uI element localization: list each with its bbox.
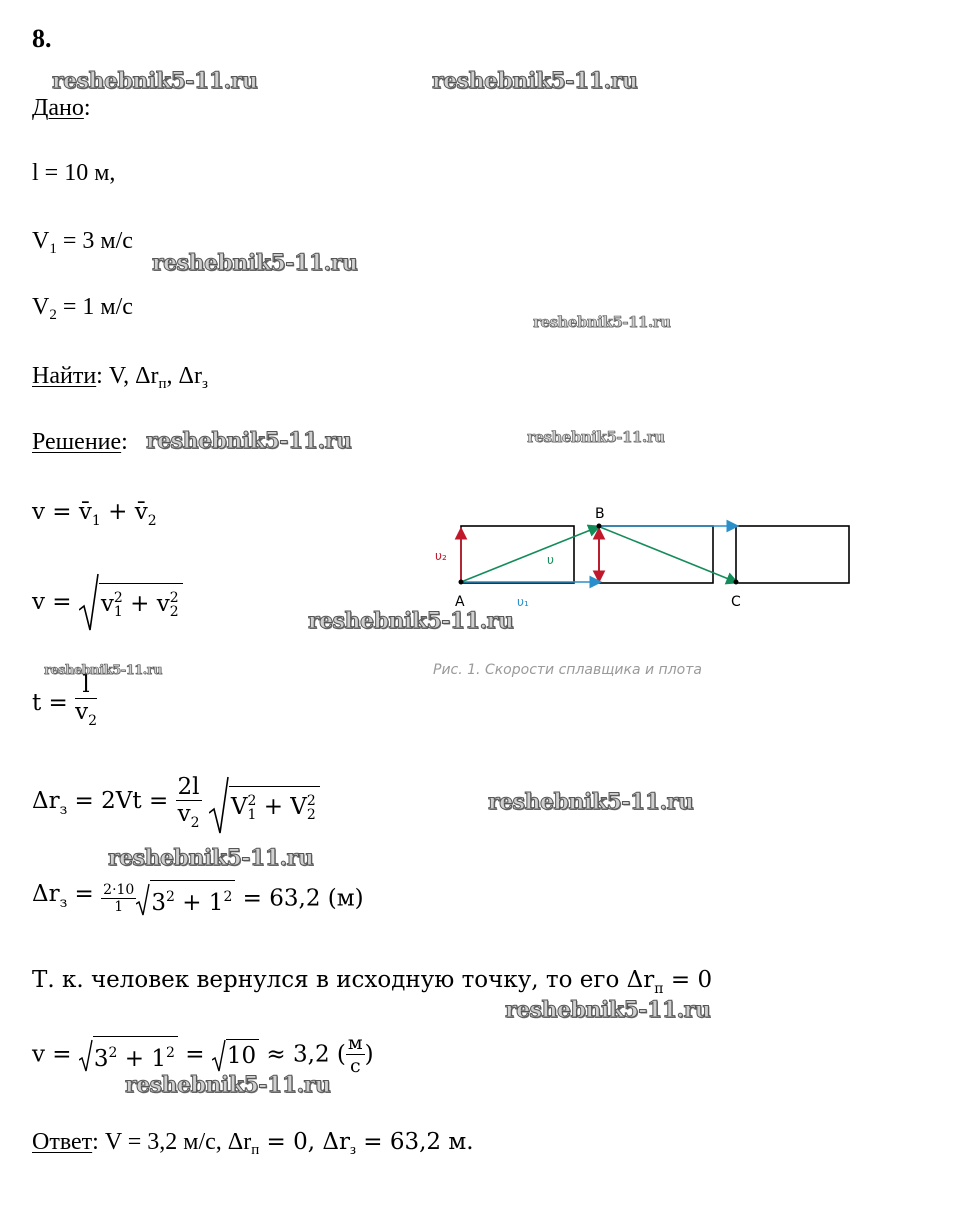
label-v1: υ₁	[517, 595, 529, 609]
sqrt-sign	[209, 775, 229, 835]
given-v2: $V_2 = 1$ м/с	[32, 294, 133, 323]
watermark: reshebnik5-11.ru	[152, 250, 358, 276]
answer-line: Ответ: V = 3,2 м/с, $\Delta r_п = 0$, $\Delta r_з = 63,2$ м.	[32, 1129, 474, 1158]
equation-speed-value: $v = 3^2 + 1^2 = 10 \approx 3,2$ ( $\frac{м}{с}$ )	[32, 1032, 374, 1077]
problem-number: 8.	[32, 24, 52, 53]
sqrt-sign	[79, 572, 99, 632]
conclusion-line: Т. к. человек вернулся в исходную точку, то его $\Delta r_п = 0$	[32, 967, 713, 997]
watermark: reshebnik5-11.ru	[533, 313, 671, 331]
watermark: reshebnik5-11.ru	[505, 997, 711, 1023]
raft-rectangle	[736, 526, 849, 583]
equation-displacement-formula: $\Delta r_з = 2Vt$ = $\frac{2l}{v_2}$ V 2 1 + V 2 2	[32, 774, 320, 836]
watermark: reshebnik5-11.ru	[52, 68, 258, 94]
fraction: $\frac{2l}{v_2}$	[177, 774, 200, 831]
watermark: reshebnik5-11.ru	[146, 428, 352, 454]
watermark: reshebnik5-11.ru	[125, 1072, 331, 1098]
point-a	[459, 580, 464, 585]
find-line: Найти: V, $\Delta r_п$, $\Delta r_з$	[32, 363, 208, 392]
fraction: $\frac{l}{v_2}$	[75, 672, 98, 729]
equation-displacement-value: $\Delta r_з$ = $\frac{2\cdot 10}{1}$ $3^2 + 1^2 = 63,2$ (м)	[32, 881, 364, 916]
watermark: reshebnik5-11.ru	[308, 608, 514, 634]
sqrt-sign	[212, 1038, 226, 1072]
velocity-diagram	[425, 500, 865, 620]
watermark: reshebnik5-11.ru	[527, 428, 665, 446]
answer-label: Ответ	[32, 1129, 93, 1155]
given-v1: $V_1 = 3$ м/с	[32, 228, 133, 257]
given-label: Дано	[32, 95, 84, 121]
given-heading: Дано:	[32, 95, 91, 121]
equation-time: t = $\frac{l}{v_2}$	[32, 672, 97, 734]
given-length: l = 10 м,	[32, 160, 116, 186]
point-c	[734, 580, 739, 585]
label-v: υ	[547, 553, 554, 567]
watermark: reshebnik5-11.ru	[44, 663, 163, 678]
equation-vector-sum: $v = v̄_1$ + $v̄_2$	[32, 499, 157, 529]
v-arrow	[600, 527, 736, 582]
equation-speed-magnitude: v = v 2 1 + v 2 2	[32, 572, 183, 632]
raft-rectangle	[599, 526, 713, 583]
fraction: $\frac{м}{с}$	[347, 1032, 363, 1077]
solution-heading: Решение:	[32, 429, 128, 455]
fraction: $\frac{2\cdot 10}{1}$	[103, 882, 135, 915]
v-arrow	[461, 527, 598, 582]
watermark: reshebnik5-11.ru	[488, 789, 694, 815]
find-label: Найти	[32, 363, 97, 389]
solution-label: Решение	[32, 429, 122, 455]
label-c: C	[731, 594, 741, 610]
watermark: reshebnik5-11.ru	[432, 68, 638, 94]
point-b	[597, 524, 602, 529]
label-b: B	[595, 506, 605, 522]
label-a: A	[455, 594, 465, 610]
sqrt-sign	[136, 882, 150, 916]
figure-caption: Рис. 1. Скорости сплавщика и плота	[433, 662, 702, 678]
sqrt-sign	[79, 1038, 93, 1072]
label-v2: υ₂	[435, 549, 447, 563]
watermark: reshebnik5-11.ru	[108, 845, 314, 871]
